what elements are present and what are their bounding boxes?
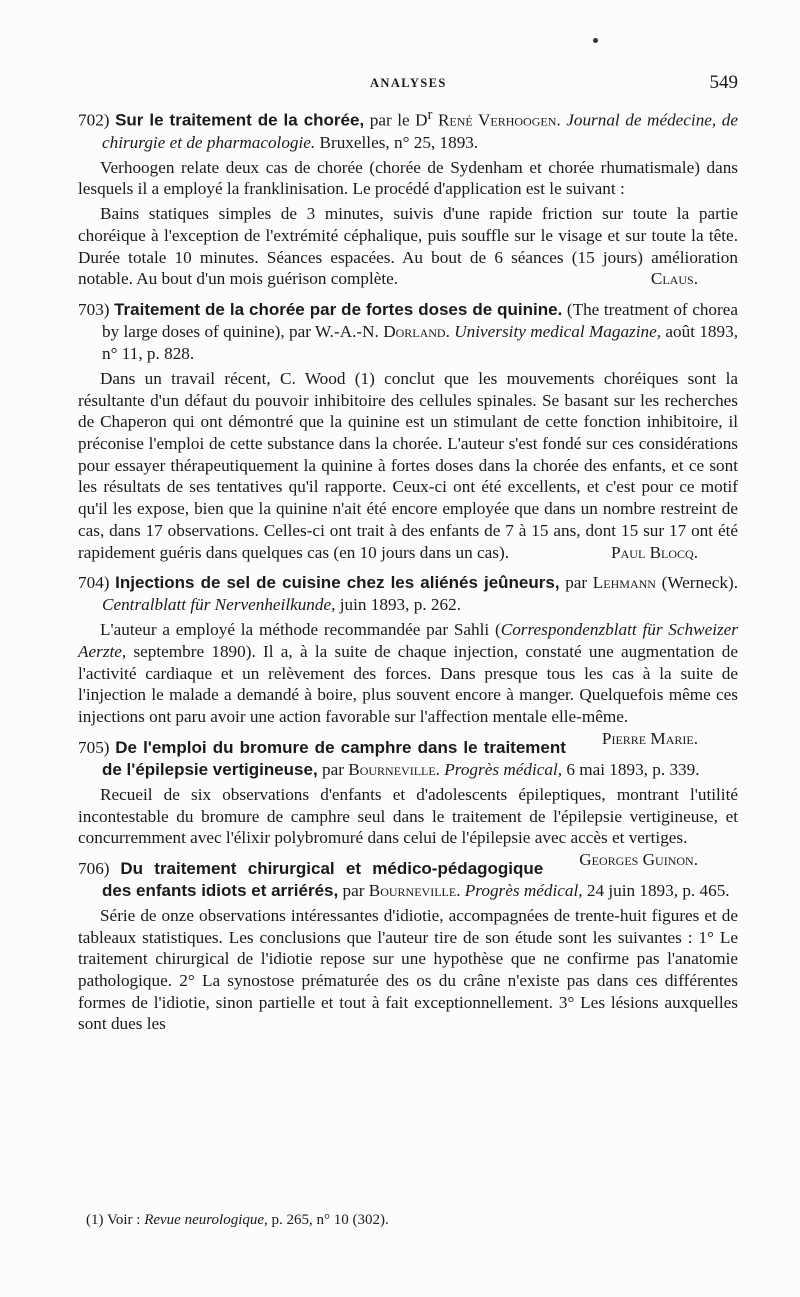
article-title: Injections de sel de cuisine chez les aliénés jeûneurs, bbox=[115, 573, 560, 593]
article-702 bbox=[78, 104, 738, 290]
article-number: 705) bbox=[78, 737, 110, 757]
article-author: W.-A.-N. Dorland. bbox=[311, 321, 450, 341]
journal-name: Centralblatt für Nervenheilkunde, bbox=[102, 595, 336, 615]
article-706 bbox=[78, 858, 738, 1035]
article-author: René Verhoogen. bbox=[432, 110, 561, 130]
print-speck bbox=[593, 38, 598, 43]
article-author: Lehmann bbox=[587, 573, 656, 593]
footnote-journal: Revue neurologique, bbox=[144, 1212, 268, 1228]
article-title: Sur le traitement de la chorée, bbox=[115, 110, 365, 130]
footnote: (1) Voir : Revue neurologique, p. 265, n° 10 (302). bbox=[86, 1212, 389, 1228]
article-number: 706) bbox=[78, 858, 110, 878]
author-affiliation: (Werneck). bbox=[655, 573, 738, 593]
article-paragraph: Dans un travail récent, C. Wood (1) conclut que les mouvements choréiques sont la résultante d'un défaut du pouvoir inhibitoire des cellules spinales. Se basant sur les recherches de Chaperon qui ont démontré que la quinine est un stimulant de cette fonction inhibitoire, il préconise l'emploi de cette substance dans la chorée. L'auteur s'est fondé sur ces considérations pour essayer thérapeutiquement la quinine à fortes doses dans la chorée des enfants, et ce sont les résultats de ses tentatives qu'il rapporte. Ceux-ci ont été excellents, et c'est pour ce motif qu'il les expose, bien que la quinine n'ait été encore employée que dans un nombre restreint de cas, dans 17 observations. Celles-ci ont trait à des enfants de 7 à 15 ans, dont 15 sur 17 ont été rapidement guéris dans quelques cas (en 10 jours dans un cas). Paul Blocq. bbox=[78, 368, 738, 562]
page-number: 549 bbox=[709, 72, 738, 93]
citation: 24 juin 1893, p. 465. bbox=[582, 880, 730, 900]
article-number: 704) bbox=[78, 573, 110, 593]
citation: juin 1893, p. 262. bbox=[335, 595, 462, 615]
article-author: Bourneville. bbox=[343, 759, 440, 779]
article-paragraph: Verhoogen relate deux cas de chorée (chorée de Sydenham et chorée rhumatismale) dans lesquels il a employé la franklinisation. Le procédé d'application est le suivant : bbox=[78, 157, 738, 199]
article-paragraph: Recueil de six observations d'enfants et d'adolescents épileptiques, montrant l'utilité incontestable du bromure de camphre seul dans le traitement de l'épilepsie vertigineuse, et concurremment avec l'élixir polybromuré dans celui de l'épilepsie avec accès et vertiges. Georges Guinon. bbox=[78, 784, 738, 869]
running-title: ANALYSES bbox=[370, 76, 447, 90]
article-703 bbox=[78, 299, 738, 563]
journal-name: University medical Magazine, bbox=[449, 321, 662, 341]
reviewer-signature: Paul Blocq. bbox=[611, 542, 698, 562]
reviewer-signature: Georges Guinon. bbox=[579, 849, 698, 869]
article-title: Traitement de la chorée par de fortes doses de quinine. bbox=[114, 299, 563, 319]
article-title: De l'emploi du bromure de camphre dans le traitement de l'épilepsie vertigineuse, bbox=[102, 737, 566, 779]
citation: Bruxelles, n° 25, 1893. bbox=[315, 132, 479, 152]
article-number: 702) bbox=[78, 110, 110, 130]
article-subtitle: (The treatment of chorea by large doses of quinine), par bbox=[102, 299, 738, 341]
reviewer-signature: Claus. bbox=[650, 269, 698, 289]
article-heading: 702) Sur le traitement de la chorée, par le $D^r$ René Verhoogen. Journal de médecine, de chirurgie et de pharmacologie. Bruxelles, n° 25, 1893. bbox=[78, 107, 739, 152]
article-paragraph: L'auteur a employé la méthode recommandée par Sahli (Correspondenzblatt für Schweizer Aerzte, septembre 1890). Il a, à la suite de chaque injection, constaté une augmentation de l'activité cardiaque et un relèvement des forces. Dans presque tous les cas à la suite de l'injection le malade a demandé à boire, plus souvent encore à manger. Quelquefois même ces injections ont paru avoir une action favorable sur l'affection mentale elle-même. Pierre Marie. bbox=[78, 620, 738, 748]
article-number: 703) bbox=[78, 299, 110, 319]
running-header bbox=[78, 74, 738, 98]
reviewer-signature: Pierre Marie. bbox=[601, 728, 698, 748]
cited-journal: Correspondenzblatt für Schweizer Aerzte bbox=[78, 620, 738, 661]
article-heading bbox=[78, 299, 738, 365]
article-heading: 706) Du traitement chirurgical et médico-pédagogique des enfants idiots et arriérés, par Bourneville. Progrès médical, 24 juin 1893, p. 465. bbox=[78, 858, 730, 900]
journal-name: Journal de médecine, de chirurgie et de pharmacologie. bbox=[102, 110, 739, 152]
article-author: Bourneville. bbox=[364, 880, 461, 900]
citation: août 1893, n° 11, p. 828. bbox=[102, 321, 739, 363]
article-title: Du traitement chirurgical et médico-pédagogique des enfants idiots et arriérés, bbox=[102, 858, 544, 900]
article-paragraph: Série de onze observations intéressantes d'idiotie, accompagnées de trente-huit figures et de tableaux statistiques. Les conclusions que l'auteur tire de son étude sont les suivantes : 1° Le traitement chirurgical de l'idiotie repose sur une hypothèse que ne confirme pas l'anatomie pathologique. 2° La synostose prématurée des os du crâne n'existe pas dans ces différentes formes de l'idiotie, sinon partielle et tout à fait exceptionnellement. 3° Les lésions auxquelles sont dues les bbox=[78, 905, 738, 1034]
article-list bbox=[78, 104, 738, 1044]
article-heading: 704) Injections de sel de cuisine chez les aliénés jeûneurs, par Lehmann (Werneck). Centralblatt für Nervenheilkunde, juin 1893, p. 262. bbox=[78, 573, 738, 615]
journal-name: Progrès médical, bbox=[460, 880, 583, 900]
citation: 6 mai 1893, p. 339. bbox=[562, 759, 700, 779]
journal-name: Progrès médical, bbox=[439, 759, 563, 779]
article-paragraph: Bains statiques simples de 3 minutes, suivis d'une rapide friction sur toute la partie choréique à l'exception de l'extrémité céphalique, puis souffle sur le visage et sur toute la tête. Durée totale 10 minutes. Séances espacées. Au bout de 6 séances (15 jours) amélioration notable. Au bout d'un mois guérison complète. Claus. bbox=[78, 204, 738, 289]
article-heading: 705) De l'emploi du bromure de camphre dans le traitement de l'épilepsie vertigineuse, par Bourneville. Progrès médical, 6 mai 1893, p. 339. bbox=[78, 737, 700, 779]
